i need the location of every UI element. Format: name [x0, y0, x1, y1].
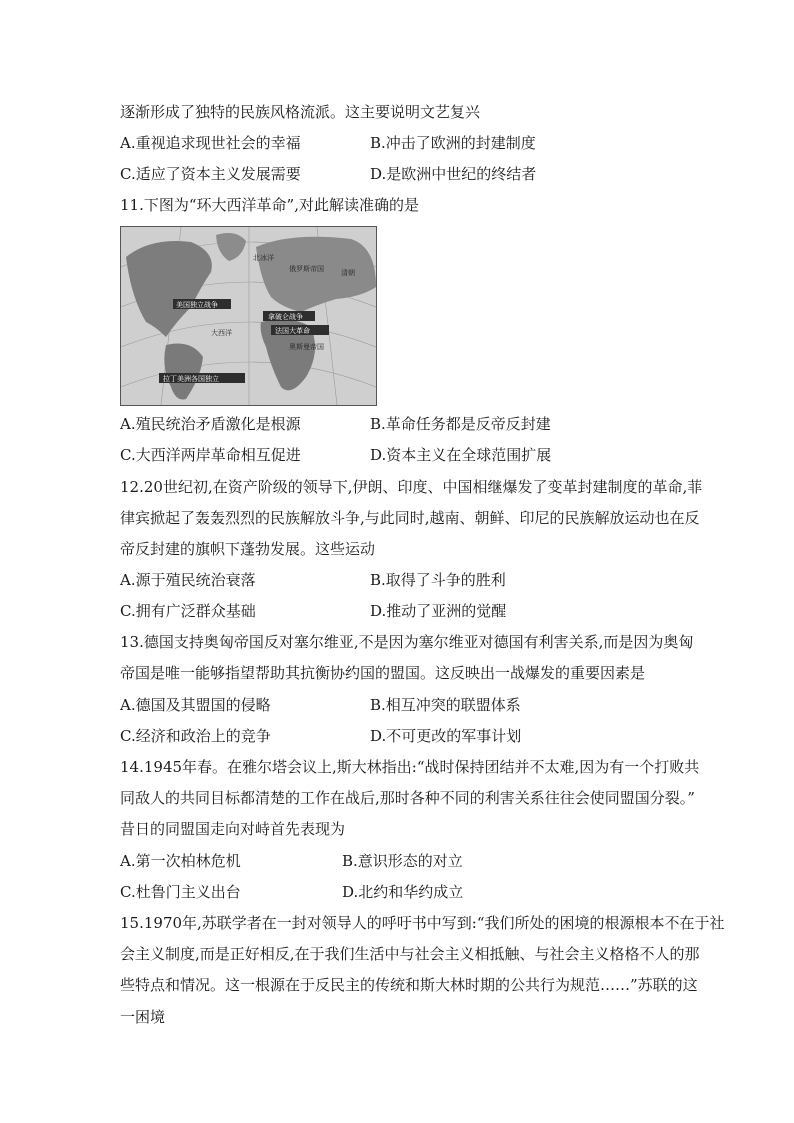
- q14-option-c[interactable]: C.杜鲁门主义出台: [120, 883, 241, 901]
- q15-stem-line-2: 会主义制度,而是正好相反,在于我们生活中与社会主义相抵触、与社会主义格格不人的那: [120, 945, 700, 963]
- map-tag-napoleonic-wars: 拿破仑战争: [268, 313, 303, 321]
- q13-option-c[interactable]: C.经济和政治上的竞争: [120, 727, 271, 745]
- q10-option-c[interactable]: C.适应了资本主义发展需要: [120, 165, 301, 183]
- q12-stem-line-2: 律宾掀起了轰轰烈烈的民族解放斗争,与此同时,越南、朝鲜、印尼的民族解放运动也在反: [120, 509, 700, 527]
- q11-option-b[interactable]: B.革命任务都是反帝反封建: [370, 415, 551, 433]
- q12-stem-line-1: 12.20世纪初,在资产阶级的领导下,伊朗、印度、中国相继爆发了变革封建制度的革命,菲: [120, 478, 703, 496]
- q12-option-c[interactable]: C.拥有广泛群众基础: [120, 602, 256, 620]
- q14-option-b[interactable]: B.意识形态的对立: [342, 852, 463, 870]
- q14-stem-line-3: 昔日的同盟国走向对峙首先表现为: [120, 820, 346, 838]
- map-label-qing: 清朝: [341, 269, 355, 277]
- q10-option-b[interactable]: B.冲击了欧洲的封建制度: [370, 134, 536, 152]
- q15-stem-line-3: 些特点和情况。这一根源在于反民主的传统和斯大林时期的公共行为规范……”苏联的这: [120, 976, 698, 994]
- q10-option-d[interactable]: D.是欧洲中世纪的终结者: [370, 165, 537, 183]
- map-tag-american-revolution: 美国独立战争: [176, 301, 218, 309]
- q15-stem-line-1: 15.1970年,苏联学者在一封对领导人的呼吁书中写到:“我们所处的困境的根源根本不在于社: [120, 914, 725, 932]
- q14-option-d[interactable]: D.北约和华约成立: [342, 883, 464, 901]
- q15-stem-line-4: 一困境: [120, 1008, 166, 1026]
- q14-option-a[interactable]: A.第一次柏林危机: [120, 852, 241, 870]
- q13-stem-line-2: 帝国是唯一能够指望帮助其抗衡协约国的盟国。这反映出一战爆发的重要因素是: [120, 664, 646, 682]
- map-label-atlantic: 大西洋: [211, 329, 232, 337]
- q13-option-b[interactable]: B.相互冲突的联盟体系: [370, 696, 521, 714]
- q11-option-d[interactable]: D.资本主义在全球范围扩展: [370, 446, 552, 464]
- map-label-arctic: 北冰洋: [253, 254, 274, 262]
- q14-stem-line-1: 14.1945年春。在雅尔塔会议上,斯大林指出:“战时保持团结并不太难,因为有一个打败共: [120, 758, 700, 776]
- q12-option-d[interactable]: D.推动了亚洲的觉醒: [370, 602, 507, 620]
- map-graphic: [121, 227, 376, 405]
- map-tag-french-revolution: 法国大革命: [275, 327, 310, 335]
- map-label-russia: 俄罗斯帝国: [289, 265, 324, 273]
- q10-stem-tail: 逐渐形成了独特的民族风格流派。这主要说明文艺复兴: [120, 103, 481, 121]
- q10-option-a[interactable]: A.重视追求现世社会的幸福: [120, 134, 301, 152]
- q11-option-c[interactable]: C.大西洋两岸革命相互促进: [120, 446, 301, 464]
- q11-stem: 11.下图为“环大西洋革命”,对此解读准确的是: [120, 196, 419, 214]
- q13-stem-line-1: 13.德国支持奥匈帝国反对塞尔维亚,不是因为塞尔维亚对德国有利害关系,而是因为奥匈: [120, 633, 694, 651]
- map-tag-latin-america: 拉丁美洲各国独立: [163, 375, 219, 383]
- q13-option-d[interactable]: D.不可更改的军事计划: [370, 727, 522, 745]
- q14-stem-line-2: 同敌人的共同目标都清楚的工作在战后,那时各种不同的利害关系往往会使同盟国分裂。”: [120, 789, 695, 807]
- q12-option-b[interactable]: B.取得了斗争的胜利: [370, 571, 506, 589]
- atlantic-revolution-map: [120, 226, 377, 406]
- map-label-ottoman: 奥斯曼帝国: [289, 343, 324, 351]
- q12-option-a[interactable]: A.源于殖民统治衰落: [120, 571, 256, 589]
- q12-stem-line-3: 帝反封建的旗帜下蓬勃发展。这些运动: [120, 540, 376, 558]
- q11-option-a[interactable]: A.殖民统治矛盾激化是根源: [120, 415, 301, 433]
- q13-option-a[interactable]: A.德国及其盟国的侵略: [120, 696, 271, 714]
